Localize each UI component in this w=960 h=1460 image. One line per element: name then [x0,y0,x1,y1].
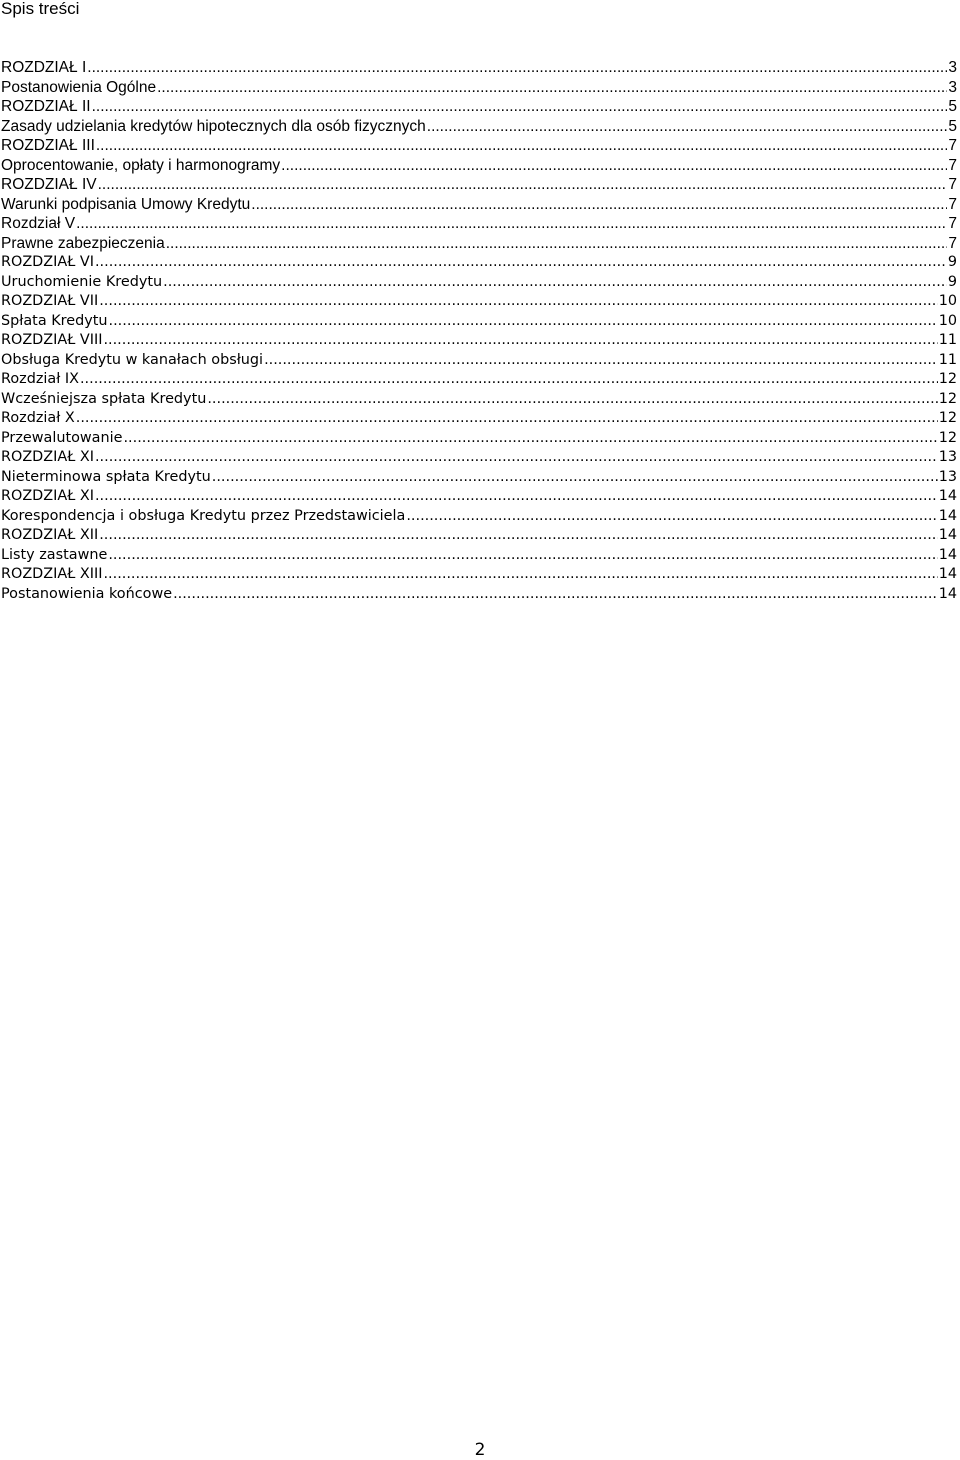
toc-entry[interactable] [1,331,957,351]
toc-leader-dots [163,273,947,293]
toc-entry-page: 7 [948,176,957,193]
toc-entry-page: 7 [948,234,957,252]
toc-leader-dots [109,312,938,332]
toc-entry-label: ROZDZIAŁ XIII [1,566,103,582]
toc-entry[interactable] [1,409,957,429]
toc-entry-page: 12 [938,390,957,407]
toc-entry-label: Korespondencja i obsługa Kredytu przez Przedstawiciela [1,507,406,524]
toc-entry-page: 7 [948,137,957,154]
toc-entry-page: 14 [938,507,957,524]
toc-leader-dots [123,429,937,449]
toc-entry-label: Warunki podpisania Umowy Kredytu [1,195,251,213]
toc-entry[interactable] [1,370,957,390]
toc-entry[interactable] [1,273,957,293]
toc-leader-dots [76,214,947,234]
toc-entry-label: Listy zastawne [1,546,108,563]
toc-entry-page: 9 [947,254,957,270]
toc-entry-page: 14 [938,566,957,582]
toc-leader-dots [76,409,938,429]
toc-entry-page: 9 [947,273,957,290]
toc-entry[interactable] [1,156,957,176]
toc-entry-page: 3 [948,78,957,96]
toc-entry[interactable] [1,97,957,117]
toc-entry-label: ROZDZIAŁ XI [1,449,94,465]
toc-entry-label: Postanowienia końcowe [1,585,173,602]
toc-leader-dots [96,136,948,156]
toc-leader-dots [108,546,937,566]
toc-leader-dots [264,351,938,371]
toc-entry-page: 7 [948,215,957,232]
toc-entry-page: 12 [938,410,957,426]
toc-entry-page: 5 [948,98,957,115]
toc-entry[interactable] [1,312,957,332]
toc-leader-dots [95,487,938,507]
toc-entry-page: 10 [938,293,957,309]
toc-entry-label: Rozdział V [1,215,76,232]
toc-entry-label: ROZDZIAŁ IV [1,176,97,193]
toc-leader-dots [99,292,937,312]
toc-entry-label: ROZDZIAŁ XI [1,488,94,504]
toc-leader-dots [103,565,937,585]
toc-entry-page: 7 [948,195,957,213]
toc-entry[interactable] [1,448,957,468]
toc-leader-dots [92,97,948,117]
toc-entry-label: Postanowienia Ogólne [1,78,157,96]
toc-entry-label: ROZDZIAŁ VIII [1,332,103,348]
toc-leader-dots [95,253,947,273]
toc-entry-page: 13 [938,449,957,465]
toc-leader-dots [281,156,947,176]
toc-leader-dots [427,117,948,137]
toc-entry-label: ROZDZIAŁ VI [1,254,94,270]
toc-entry[interactable] [1,526,957,546]
toc-entry[interactable] [1,58,957,78]
toc-leader-dots [157,78,947,98]
toc-entry[interactable] [1,78,957,98]
toc-entry[interactable] [1,117,957,137]
toc-entry[interactable] [1,253,957,273]
toc-entry-page: 11 [938,332,957,348]
toc-entry-label: ROZDZIAŁ XII [1,527,99,543]
toc-entry[interactable] [1,351,957,371]
toc-entry[interactable] [1,585,957,605]
toc-entry-label: ROZDZIAŁ I [1,59,87,76]
toc-entry[interactable] [1,136,957,156]
toc-leader-dots [95,448,938,468]
toc-leader-dots [87,58,947,78]
page-number: 2 [474,1440,486,1460]
toc-entry[interactable] [1,195,957,215]
toc-entry-label: ROZDZIAŁ III [1,137,95,154]
toc-entry[interactable] [1,507,957,527]
toc-entry[interactable] [1,175,957,195]
toc-entry-label: Uruchomienie Kredytu [1,273,163,290]
toc-entry-page: 12 [938,371,957,387]
toc-entry-page: 11 [938,351,957,368]
toc-entry-label: ROZDZIAŁ VII [1,293,99,309]
toc-leader-dots [251,195,947,215]
toc-entry[interactable] [1,429,957,449]
table-of-contents [1,58,957,604]
toc-entry-label: Przewalutowanie [1,429,123,446]
toc-entry[interactable] [1,234,957,254]
toc-entry-page: 5 [948,117,957,135]
toc-entry-label: Obsługa Kredytu w kanałach obsługi [1,351,264,368]
toc-entry-label: Prawne zabezpieczenia [1,234,165,252]
toc-leader-dots [80,370,938,390]
toc-entry-label: Rozdział X [1,410,75,426]
toc-entry-label: Nieterminowa spłata Kredytu [1,468,211,485]
toc-entry-page: 7 [948,156,957,174]
toc-entry-page: 14 [938,527,957,543]
toc-entry[interactable] [1,487,957,507]
toc-entry-label: Spłata Kredytu [1,312,108,329]
toc-entry-label: Wcześniejsza spłata Kredytu [1,390,207,407]
toc-entry-label: Rozdział IX [1,371,79,387]
toc-entry-page: 3 [948,59,957,76]
toc-leader-dots [207,390,937,410]
toc-entry[interactable] [1,546,957,566]
toc-entry-page: 13 [938,468,957,485]
toc-entry-label: Oprocentowanie, opłaty i harmonogramy [1,156,281,174]
toc-leader-dots [99,526,937,546]
toc-leader-dots [173,585,938,605]
toc-leader-dots [103,331,937,351]
toc-entry[interactable] [1,468,957,488]
toc-leader-dots [212,468,938,488]
toc-leader-dots [406,507,937,527]
toc-leader-dots [98,175,948,195]
toc-entry-page: 14 [938,488,957,504]
toc-title: Spis treści [1,0,80,18]
toc-entry[interactable] [1,390,957,410]
toc-entry[interactable] [1,292,957,312]
toc-entry-page: 10 [938,312,957,329]
toc-entry-page: 14 [938,585,957,602]
toc-entry-page: 14 [938,546,957,563]
toc-entry[interactable] [1,214,957,234]
toc-entry-label: ROZDZIAŁ II [1,98,91,115]
toc-entry-label: Zasady udzielania kredytów hipotecznych dla osób fizycznych [1,117,426,135]
toc-entry-page: 12 [938,429,957,446]
toc-entry[interactable] [1,565,957,585]
toc-leader-dots [166,234,948,254]
